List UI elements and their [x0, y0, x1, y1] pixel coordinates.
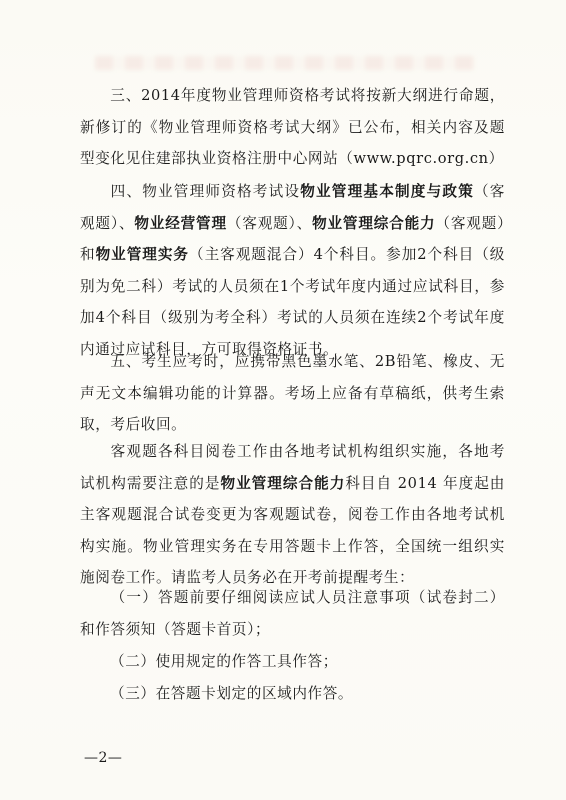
paragraph-four-text-5: （主客观题混合）4个科目。参加2个科目（级别为免二科）考试的人员须在1个考试年度内通过应试科目，参加4个科目（级别为考全科）考试的人员须在连续2个考试年度内通过应试科目，方可取得资格证书。: [80, 246, 506, 358]
reminder-one-text: （一）答题前要仔细阅读应试人员注意事项（试卷封二）和作答须知（答题卡首页）；: [80, 589, 505, 638]
reminder-one: [80, 582, 505, 645]
paragraph-four: [80, 176, 505, 366]
reminder-two: [80, 646, 505, 678]
paragraph-four-text-3: （客观题）、: [226, 214, 313, 232]
reminder-three: [80, 678, 505, 710]
subject-comprehensive: 物业管理综合能力: [312, 214, 436, 232]
reminder-three-text: （三）在答题卡划定的区域内作答。: [110, 685, 354, 702]
subject-practice: 物业管理实务: [95, 246, 190, 264]
paragraph-grading-text-2: 科目自 2014 年度起由主客观题混合试卷变更为客观题试卷，阅卷工作由各地考试机构实施。物业管理实务在专用答题卡上作答，全国统一组织实施阅卷工作。请监考人员务必在开考前提醒考生：: [80, 474, 506, 587]
paragraph-four-text-1: 四、物业管理师资格考试设: [110, 183, 301, 200]
paragraph-three: [80, 80, 505, 175]
paragraph-four-text-2: （客观题）、: [80, 183, 505, 232]
reminder-two-text: （二）使用规定的作答工具作答；: [110, 653, 338, 670]
paragraph-five: [80, 346, 505, 441]
paragraph-grading: [80, 436, 505, 594]
bleed-through-header: [95, 56, 475, 70]
subject-comprehensive-bold: 物业管理综合能力: [220, 474, 346, 492]
paragraph-five-text: 五、考生应考时，应携带黑色墨水笔、2B铅笔、橡皮、无声无文本编辑功能的计算器。考场上应备有草稿纸，供考生索取，考后收回。: [80, 353, 505, 434]
paragraph-three-text: 三、2014年度物业管理师资格考试将按新大纲进行命题，新修订的《物业管理师资格考试大纲》已公布，相关内容及题型变化见住建部执业资格注册中心网站（www.pqrc.org.cn）: [80, 87, 505, 168]
paragraph-four-text-4: （客观题）和: [80, 214, 505, 264]
page-number: —2—: [84, 750, 123, 766]
subject-policy: 物业管理基本制度与政策: [300, 183, 474, 200]
subject-operation: 物业经营管理: [134, 214, 227, 232]
paragraph-grading-text-1: 客观题各科目阅卷工作由各地考试机构组织实施，各地考试机构需要注意的是: [80, 443, 505, 492]
